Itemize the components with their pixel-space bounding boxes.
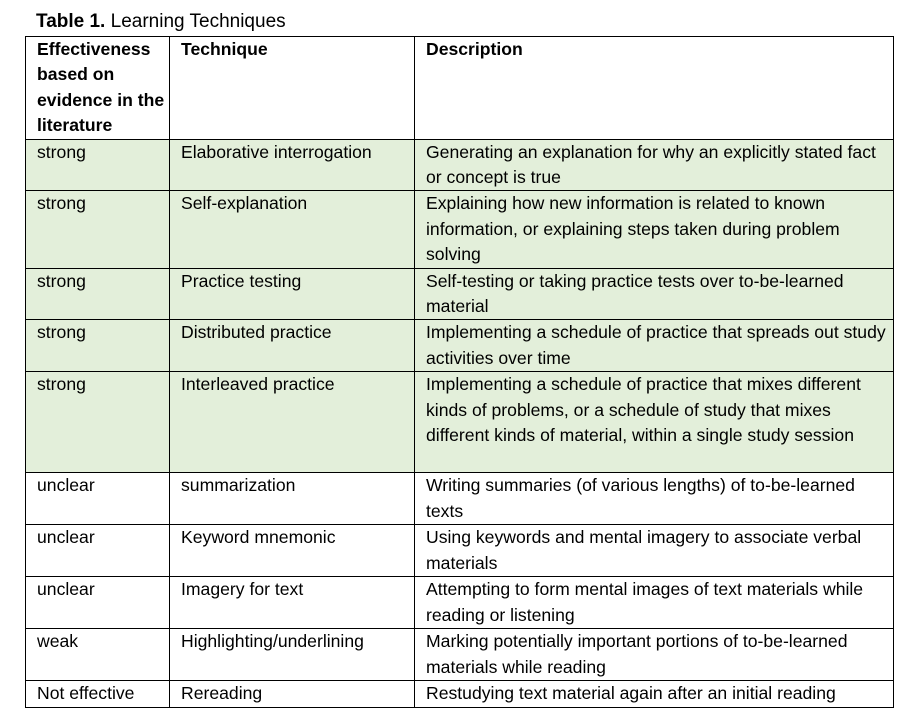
description-cell: Attempting to form mental images of text materials while reading or listening [415, 577, 894, 629]
effectiveness-cell: weak [26, 629, 170, 681]
effectiveness-cell: strong [26, 139, 170, 191]
description-cell: Writing summaries (of various lengths) of to-be-learned texts [415, 473, 894, 525]
table-row [26, 268, 894, 320]
table-row [26, 372, 894, 473]
header-description: Description [415, 37, 894, 140]
description-cell: Implementing a schedule of practice that spreads out study activities over time [415, 320, 894, 372]
table-row [26, 629, 894, 681]
effectiveness-cell: strong [26, 191, 170, 268]
description-cell: Implementing a schedule of practice that mixes different kinds of problems, or a schedule of study that mixes different kinds of material, within a single study session [415, 372, 894, 473]
effectiveness-cell: strong [26, 372, 170, 473]
header-effectiveness: Effectiveness based on evidence in the literature [26, 37, 170, 140]
technique-cell: Rereading [170, 681, 415, 707]
technique-cell: Highlighting/underlining [170, 629, 415, 681]
technique-cell: Imagery for text [170, 577, 415, 629]
learning-techniques-table [25, 36, 894, 708]
description-cell: Generating an explanation for why an explicitly stated fact or concept is true [415, 139, 894, 191]
table-row [26, 191, 894, 268]
header-technique: Technique [170, 37, 415, 140]
technique-cell: Self-explanation [170, 191, 415, 268]
table-row [26, 681, 894, 707]
table-row [26, 320, 894, 372]
description-cell: Marking potentially important portions of to-be-learned materials while reading [415, 629, 894, 681]
technique-cell: Distributed practice [170, 320, 415, 372]
effectiveness-cell: strong [26, 268, 170, 320]
description-cell: Using keywords and mental imagery to associate verbal materials [415, 525, 894, 577]
technique-cell: Keyword mnemonic [170, 525, 415, 577]
caption-title: Learning Techniques [110, 11, 286, 32]
table-caption [36, 10, 286, 34]
effectiveness-cell: unclear [26, 577, 170, 629]
description-cell: Restudying text material again after an initial reading [415, 681, 894, 707]
effectiveness-cell: unclear [26, 473, 170, 525]
table-row [26, 139, 894, 191]
table-row [26, 473, 894, 525]
header-row [26, 37, 894, 140]
caption-label: Table 1. [36, 11, 106, 32]
table-row [26, 525, 894, 577]
description-cell: Self-testing or taking practice tests over to-be-learned material [415, 268, 894, 320]
technique-cell: Practice testing [170, 268, 415, 320]
table-row [26, 577, 894, 629]
effectiveness-cell: strong [26, 320, 170, 372]
technique-cell: Interleaved practice [170, 372, 415, 473]
description-cell: Explaining how new information is related to known information, or explaining steps taken during problem solving [415, 191, 894, 268]
technique-cell: summarization [170, 473, 415, 525]
technique-cell: Elaborative interrogation [170, 139, 415, 191]
effectiveness-cell: Not effective [26, 681, 170, 707]
effectiveness-cell: unclear [26, 525, 170, 577]
